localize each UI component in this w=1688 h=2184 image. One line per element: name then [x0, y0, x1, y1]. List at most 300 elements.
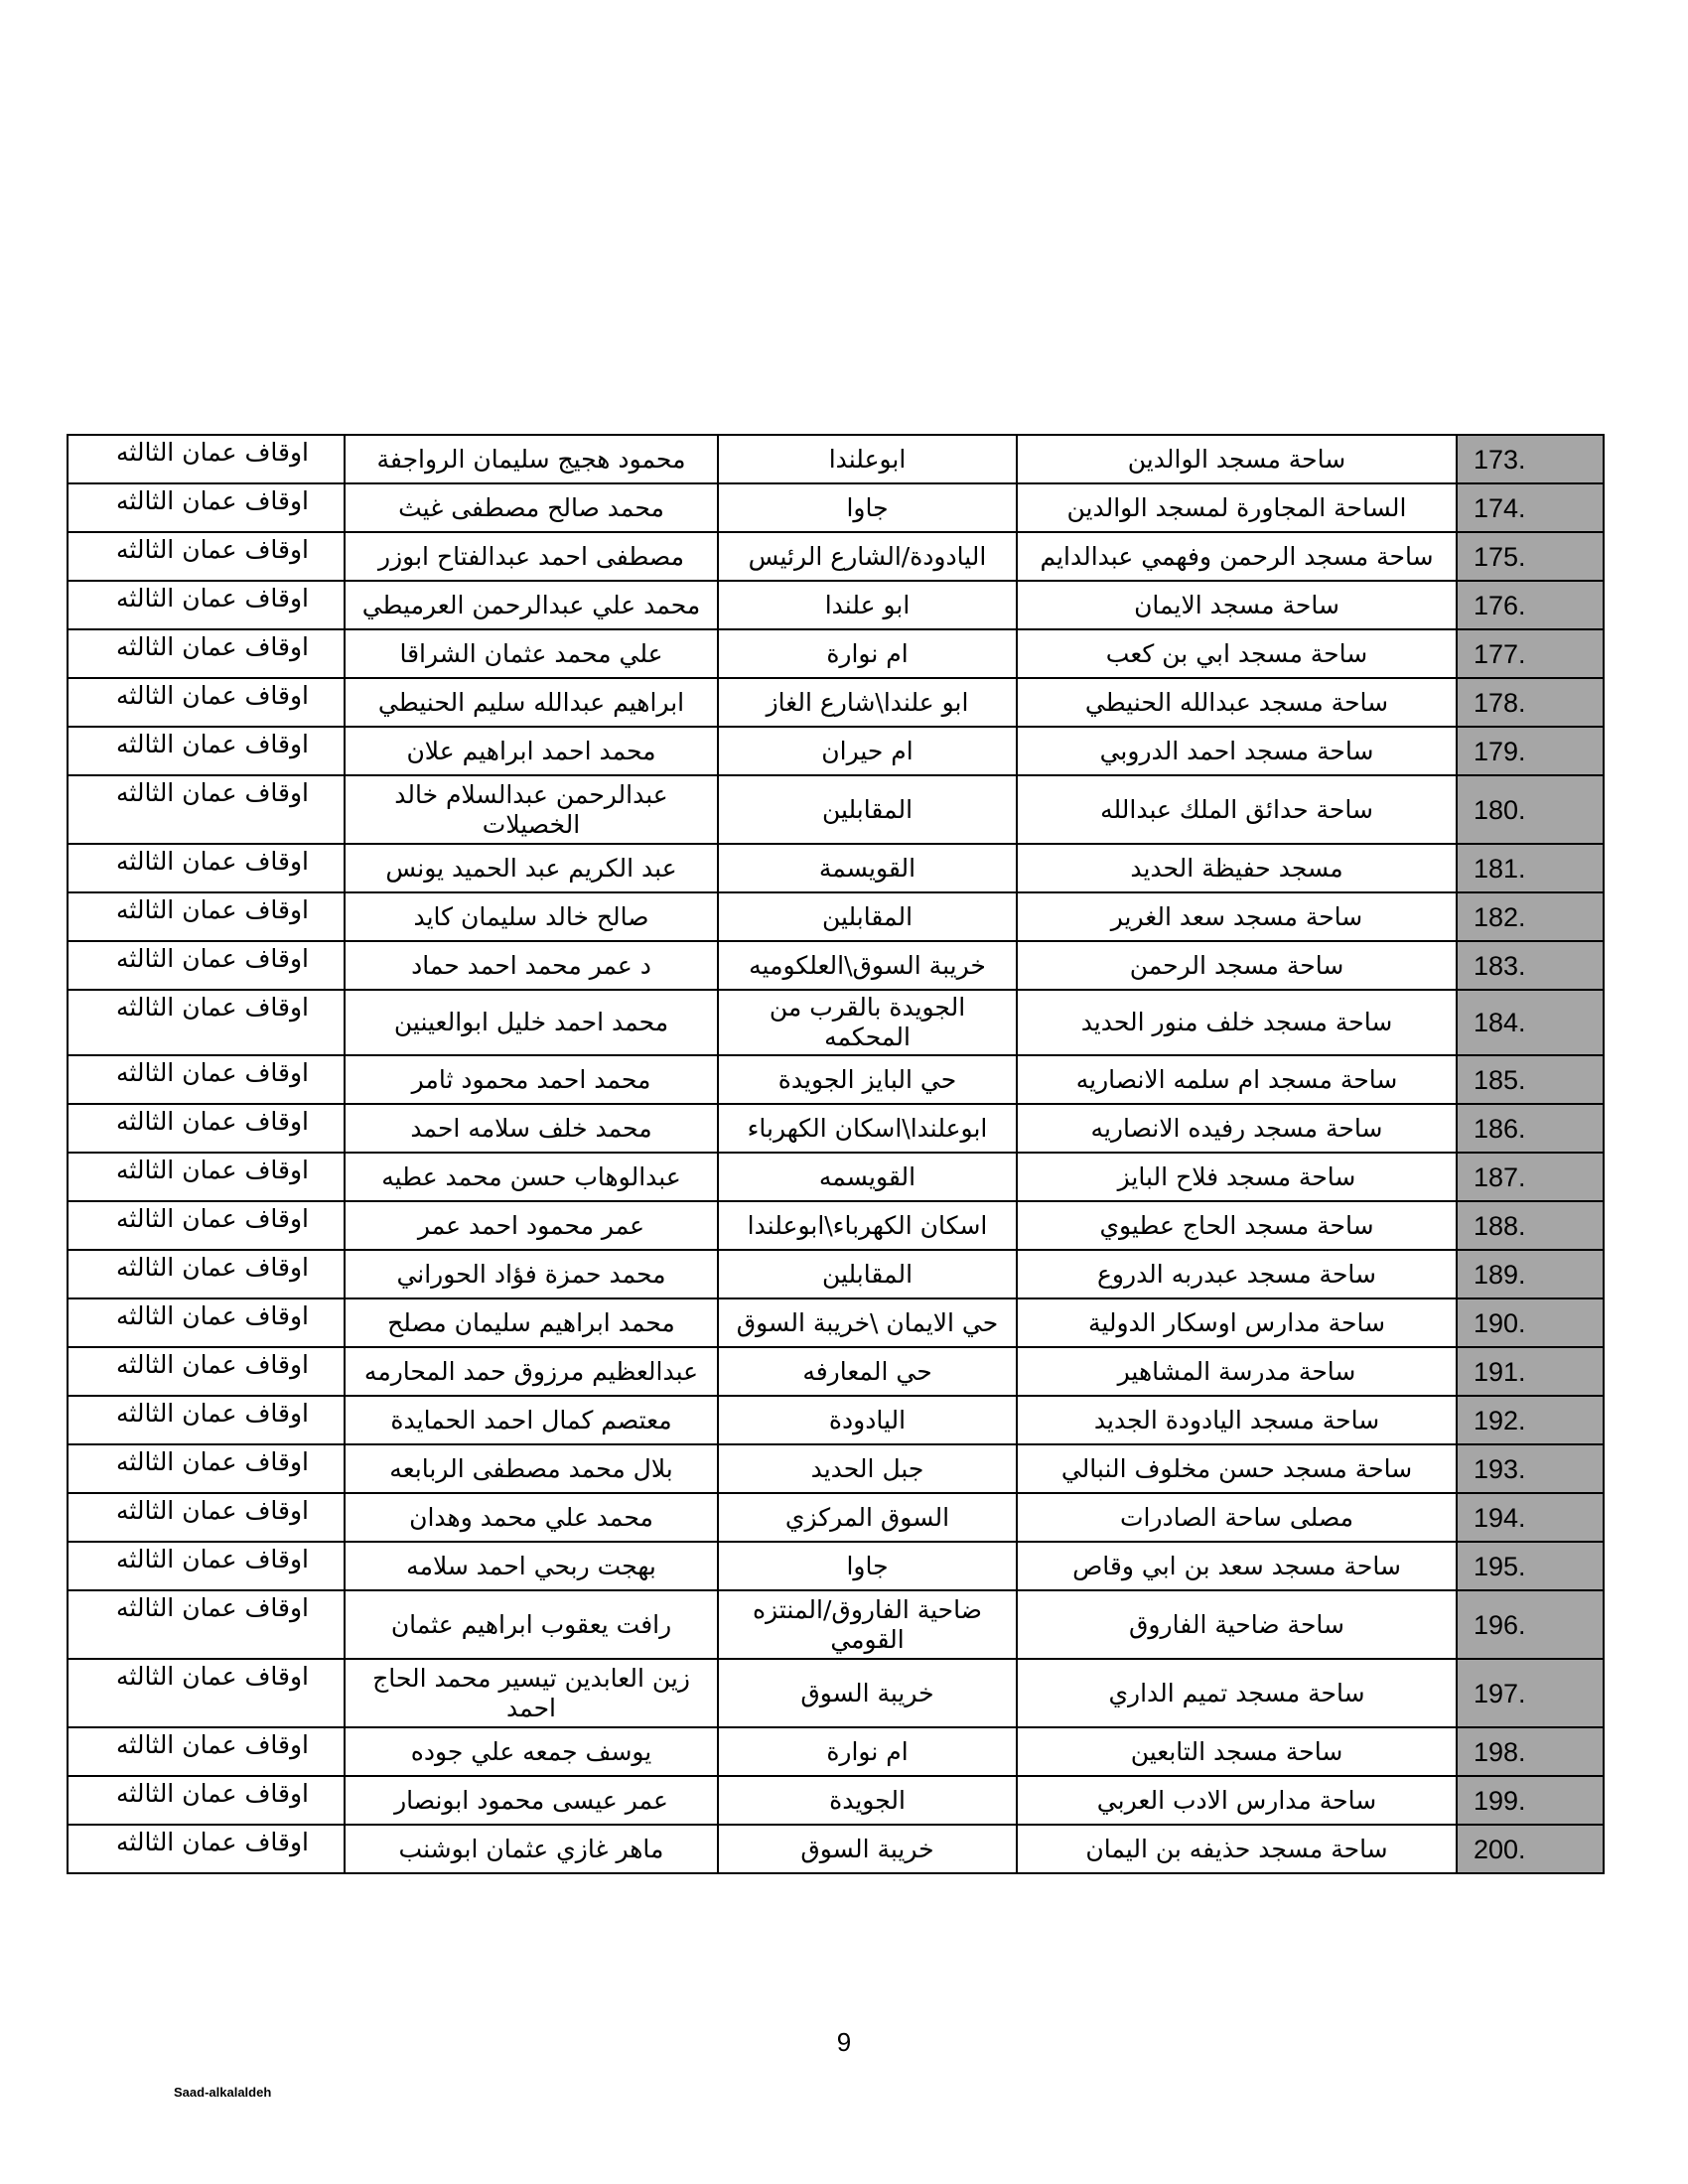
cell-authority-text: اوقاف عمان الثالثه — [115, 1593, 309, 1622]
cell-site — [1017, 1659, 1457, 1727]
table-row — [68, 483, 1604, 532]
cell-row-number-text: 198. — [1474, 1736, 1526, 1767]
cell-site-text: مصلى ساحة الصادرات — [1119, 1502, 1354, 1532]
cell-row-number-text: 177. — [1474, 638, 1526, 669]
cell-row-number-text: 189. — [1474, 1259, 1526, 1290]
cell-authority-text: اوقاف عمان الثالثه — [115, 486, 309, 515]
cell-authority — [68, 483, 345, 532]
cell-site-text: ساحة مسجد خلف منور الحديد — [1080, 1008, 1393, 1036]
cell-area — [718, 1776, 1017, 1825]
cell-responsible-name-text: صالح خالد سليمان كايد — [413, 901, 649, 931]
cell-area — [718, 1201, 1017, 1250]
cell-responsible-name — [345, 1201, 718, 1250]
cell-row-number — [1457, 1055, 1604, 1104]
cell-row-number — [1457, 483, 1604, 532]
cell-site-text: الساحة المجاورة لمسجد الوالدين — [1066, 492, 1407, 522]
table-row — [68, 727, 1604, 775]
cell-authority-text: اوقاف عمان الثالثه — [115, 993, 309, 1022]
cell-authority — [68, 1201, 345, 1250]
cell-row-number-text: 186. — [1474, 1113, 1526, 1144]
cell-row-number — [1457, 1153, 1604, 1201]
table-row — [68, 1776, 1604, 1825]
cell-row-number-text: 184. — [1474, 1008, 1526, 1037]
cell-area — [718, 941, 1017, 990]
cell-row-number-text: 195. — [1474, 1551, 1526, 1581]
cell-site — [1017, 775, 1457, 844]
cell-authority-text: اوقاف عمان الثالثه — [115, 1350, 309, 1379]
cell-site-text: ساحة مسجد الرحمن — [1129, 950, 1344, 980]
cell-row-number — [1457, 1659, 1604, 1727]
cell-row-number — [1457, 1201, 1604, 1250]
cell-area-text: خريبة السوق\العلكوميه — [749, 950, 986, 980]
cell-site — [1017, 1493, 1457, 1542]
cell-authority — [68, 1396, 345, 1444]
cell-site-text: ساحة مسجد ام سلمه الانصاريه — [1075, 1064, 1398, 1094]
cell-responsible-name — [345, 775, 718, 844]
prayer-sites-table — [67, 434, 1605, 1874]
cell-row-number-text: 199. — [1474, 1785, 1526, 1816]
cell-area-text: الجويدة — [829, 1785, 906, 1815]
cell-authority-text: اوقاف عمان الثالثه — [115, 1253, 309, 1282]
cell-area-text: جاوا — [846, 1551, 889, 1580]
cell-site-text: ساحة مسجد سعد بن ابي وقاص — [1072, 1551, 1401, 1580]
cell-row-number-text: 182. — [1474, 901, 1526, 932]
cell-responsible-name — [345, 1347, 718, 1396]
cell-row-number — [1457, 1250, 1604, 1298]
cell-row-number — [1457, 1776, 1604, 1825]
cell-responsible-name — [345, 1396, 718, 1444]
table-row — [68, 1493, 1604, 1542]
cell-site — [1017, 1347, 1457, 1396]
cell-area-text: السوق المركزي — [784, 1502, 950, 1532]
cell-responsible-name — [345, 435, 718, 483]
cell-responsible-name-text: بهجت ربحي احمد سلامه — [406, 1551, 656, 1580]
table-row — [68, 1347, 1604, 1396]
cell-row-number — [1457, 1542, 1604, 1590]
cell-authority — [68, 629, 345, 678]
page-number: 9 — [836, 2027, 852, 2057]
cell-authority — [68, 1104, 345, 1153]
cell-row-number-text: 190. — [1474, 1307, 1526, 1338]
cell-site — [1017, 1396, 1457, 1444]
cell-site — [1017, 1776, 1457, 1825]
cell-row-number — [1457, 1298, 1604, 1347]
cell-authority — [68, 1590, 345, 1659]
cell-area — [718, 844, 1017, 892]
cell-row-number — [1457, 727, 1604, 775]
cell-row-number-text: 178. — [1474, 687, 1526, 718]
cell-responsible-name — [345, 844, 718, 892]
cell-responsible-name-text: معتصم كمال احمد الحمايدة — [390, 1405, 672, 1434]
cell-responsible-name — [345, 727, 718, 775]
cell-site-text: ساحة مسجد اليادودة الجديد — [1093, 1405, 1380, 1434]
cell-authority-text: اوقاف عمان الثالثه — [115, 944, 309, 973]
cell-authority-text: اوقاف عمان الثالثه — [115, 1828, 309, 1856]
footer-author: Saad-alkalaldeh — [174, 2085, 272, 2100]
cell-responsible-name — [345, 990, 718, 1055]
cell-responsible-name-text: بلال محمد مصطفى الربابعه — [389, 1453, 673, 1483]
cell-responsible-name — [345, 1104, 718, 1153]
cell-site — [1017, 1153, 1457, 1201]
cell-site-text: ساحة مسجد عبدربه الدروع — [1097, 1259, 1376, 1289]
cell-area-text: حي المعارفه — [802, 1356, 932, 1386]
cell-authority — [68, 1250, 345, 1298]
cell-row-number — [1457, 892, 1604, 941]
cell-authority — [68, 1055, 345, 1104]
cell-area — [718, 1298, 1017, 1347]
table-row — [68, 990, 1604, 1055]
cell-site-text: ساحة مدرسة المشاهير — [1117, 1356, 1356, 1386]
cell-area-text: اليادودة/الشارع الرئيس — [748, 541, 987, 571]
cell-area-text: حي البايز الجويدة — [777, 1064, 957, 1094]
cell-row-number-text: 179. — [1474, 736, 1526, 766]
table-row — [68, 629, 1604, 678]
cell-row-number-text: 175. — [1474, 541, 1526, 572]
cell-area-text: ام نوارة — [826, 638, 909, 668]
cell-authority-text: اوقاف عمان الثالثه — [115, 1204, 309, 1233]
cell-responsible-name-text: عمر محمود احمد عمر — [417, 1210, 645, 1240]
cell-area — [718, 1590, 1017, 1659]
cell-authority — [68, 678, 345, 727]
cell-site-text: ساحة مسجد ابي بن كعب — [1105, 638, 1368, 668]
table-row — [68, 1201, 1604, 1250]
cell-area-text: المقابلين — [821, 901, 914, 931]
cell-responsible-name-text: ماهر غازي عثمان ابوشنب — [398, 1834, 664, 1863]
cell-authority — [68, 1153, 345, 1201]
table-row — [68, 1590, 1604, 1659]
cell-area-text: ضاحية الفاروق/المنتزه القومي — [753, 1594, 982, 1654]
cell-responsible-name — [345, 629, 718, 678]
cell-row-number — [1457, 1347, 1604, 1396]
cell-authority — [68, 435, 345, 483]
cell-site — [1017, 532, 1457, 581]
cell-row-number-text: 191. — [1474, 1356, 1526, 1387]
cell-authority — [68, 1444, 345, 1493]
cell-authority — [68, 941, 345, 990]
cell-authority-text: اوقاف عمان الثالثه — [115, 535, 309, 564]
cell-row-number — [1457, 629, 1604, 678]
table-row — [68, 532, 1604, 581]
table-row — [68, 1104, 1604, 1153]
cell-site-text: ساحة مسجد تميم الداري — [1108, 1678, 1365, 1707]
cell-row-number-text: 181. — [1474, 853, 1526, 884]
cell-authority-text: اوقاف عمان الثالثه — [115, 632, 309, 661]
cell-authority — [68, 844, 345, 892]
cell-area — [718, 532, 1017, 581]
table-row — [68, 892, 1604, 941]
cell-area-text: ام حيران — [821, 736, 914, 765]
cell-row-number-text: 180. — [1474, 794, 1526, 825]
cell-area-text: المقابلين — [821, 794, 914, 824]
cell-responsible-name — [345, 1590, 718, 1659]
table-row — [68, 581, 1604, 629]
cell-row-number — [1457, 941, 1604, 990]
cell-authority-text: اوقاف عمان الثالثه — [115, 1107, 309, 1136]
cell-responsible-name-text: محمد علي عبدالرحمن العرميطي — [361, 590, 701, 619]
cell-responsible-name-text: محمد احمد محمود ثامر — [411, 1064, 651, 1094]
cell-authority-text: اوقاف عمان الثالثه — [115, 1447, 309, 1476]
cell-responsible-name — [345, 1055, 718, 1104]
table-row — [68, 435, 1604, 483]
cell-row-number-text: 194. — [1474, 1502, 1526, 1533]
cell-site-text: ساحة حدائق الملك عبدالله — [1100, 794, 1373, 824]
cell-site — [1017, 1250, 1457, 1298]
table-row — [68, 1055, 1604, 1104]
table-row — [68, 1542, 1604, 1590]
cell-responsible-name — [345, 1825, 718, 1873]
cell-authority-text: اوقاف عمان الثالثه — [115, 1156, 309, 1184]
cell-site — [1017, 1055, 1457, 1104]
table-row — [68, 941, 1604, 990]
cell-row-number — [1457, 532, 1604, 581]
cell-row-number — [1457, 1104, 1604, 1153]
cell-row-number — [1457, 1396, 1604, 1444]
cell-area-text: ابوعلندا\اسكان الكهرباء — [747, 1113, 988, 1143]
cell-area — [718, 1104, 1017, 1153]
cell-site — [1017, 1542, 1457, 1590]
cell-site-text: ساحة مسجد حسن مخلوف النبالي — [1060, 1453, 1413, 1483]
cell-row-number-text: 192. — [1474, 1405, 1526, 1435]
cell-authority-text: اوقاف عمان الثالثه — [115, 1496, 309, 1525]
cell-site-text: ساحة ضاحية الفاروق — [1129, 1609, 1344, 1639]
cell-authority — [68, 775, 345, 844]
cell-area — [718, 1659, 1017, 1727]
cell-area — [718, 727, 1017, 775]
cell-responsible-name-text: رافت يعقوب ابراهيم عثمان — [390, 1609, 672, 1639]
cell-site — [1017, 892, 1457, 941]
cell-area-text: ابو علندا — [824, 590, 911, 619]
cell-authority — [68, 1825, 345, 1873]
cell-site-text: ساحة مسجد الوالدين — [1127, 444, 1346, 474]
cell-responsible-name-text: محمد احمد ابراهيم علان — [406, 736, 656, 765]
cell-row-number-text: 200. — [1474, 1834, 1526, 1864]
cell-responsible-name-text: محمد علي محمد وهدان — [409, 1502, 653, 1532]
cell-area-text: حي الايمان \خريبة السوق — [736, 1307, 999, 1337]
cell-area — [718, 483, 1017, 532]
cell-responsible-name — [345, 1493, 718, 1542]
cell-authority-text: اوقاف عمان الثالثه — [115, 847, 309, 876]
cell-site — [1017, 1298, 1457, 1347]
cell-area — [718, 1542, 1017, 1590]
cell-authority-text: اوقاف عمان الثالثه — [115, 895, 309, 924]
cell-area — [718, 990, 1017, 1055]
cell-authority-text: اوقاف عمان الثالثه — [115, 1399, 309, 1428]
cell-area-text: ام نوارة — [826, 1736, 909, 1766]
cell-responsible-name — [345, 1727, 718, 1776]
cell-row-number-text: 193. — [1474, 1453, 1526, 1484]
cell-authority — [68, 1347, 345, 1396]
cell-area — [718, 1055, 1017, 1104]
cell-area-text: ابوعلندا — [828, 444, 907, 474]
table-row — [68, 775, 1604, 844]
cell-row-number — [1457, 1444, 1604, 1493]
cell-area — [718, 892, 1017, 941]
cell-area-text: اسكان الكهرباء\ابوعلندا — [747, 1210, 988, 1240]
cell-row-number-text: 183. — [1474, 950, 1526, 981]
cell-area — [718, 775, 1017, 844]
cell-area — [718, 1444, 1017, 1493]
cell-responsible-name — [345, 678, 718, 727]
cell-area — [718, 435, 1017, 483]
cell-site — [1017, 1825, 1457, 1873]
cell-area — [718, 1153, 1017, 1201]
cell-site — [1017, 727, 1457, 775]
cell-authority-text: اوقاف عمان الثالثه — [115, 1058, 309, 1087]
table-row — [68, 678, 1604, 727]
cell-site — [1017, 1727, 1457, 1776]
cell-site — [1017, 1590, 1457, 1659]
cell-site-text: ساحة مسجد التابعين — [1130, 1736, 1343, 1766]
cell-authority-text: اوقاف عمان الثالثه — [115, 730, 309, 758]
cell-site — [1017, 990, 1457, 1055]
cell-responsible-name — [345, 581, 718, 629]
cell-responsible-name — [345, 483, 718, 532]
table-body — [68, 435, 1604, 1873]
cell-area-text: خريبة السوق — [800, 1834, 934, 1863]
cell-site-text: مسجد حفيظة الحديد — [1130, 853, 1343, 883]
cell-responsible-name — [345, 1153, 718, 1201]
cell-site-text: ساحة مسجد فلاح البايز — [1117, 1161, 1356, 1191]
cell-responsible-name-text: عمر عيسى محمود ابونصار — [394, 1785, 668, 1815]
cell-responsible-name-text: محمود هجيج سليمان الرواجفة — [376, 444, 686, 474]
cell-area-text: اليادودة — [828, 1405, 907, 1434]
cell-responsible-name — [345, 1776, 718, 1825]
cell-area — [718, 629, 1017, 678]
cell-site-text: ساحة مسجد الحاج عطيوي — [1099, 1210, 1374, 1240]
cell-row-number — [1457, 1590, 1604, 1659]
table-row — [68, 1298, 1604, 1347]
cell-area — [718, 1493, 1017, 1542]
cell-authority — [68, 727, 345, 775]
cell-row-number — [1457, 844, 1604, 892]
cell-authority — [68, 581, 345, 629]
cell-responsible-name-text: محمد ابراهيم سليمان مصلح — [387, 1307, 675, 1337]
cell-responsible-name-text: محمد صالح مصطفى غيث — [398, 492, 664, 522]
cell-authority-text: اوقاف عمان الثالثه — [115, 681, 309, 710]
cell-area-text: القويسمه — [818, 1161, 916, 1191]
cell-responsible-name-text: عبد الكريم عبد الحميد يونس — [385, 853, 677, 883]
cell-authority — [68, 1542, 345, 1590]
cell-row-number — [1457, 1493, 1604, 1542]
cell-row-number-text: 187. — [1474, 1161, 1526, 1192]
document-table-container — [67, 434, 1560, 1874]
cell-row-number-text: 176. — [1474, 590, 1526, 620]
cell-area — [718, 1825, 1017, 1873]
cell-site — [1017, 629, 1457, 678]
cell-site — [1017, 483, 1457, 532]
cell-responsible-name-text: ابراهيم عبدالله سليم الحنيطي — [377, 687, 685, 717]
cell-area — [718, 678, 1017, 727]
cell-area-text: خريبة السوق — [800, 1678, 934, 1707]
cell-area — [718, 1250, 1017, 1298]
cell-site-text: ساحة مسجد سعد الغرير — [1110, 901, 1363, 931]
cell-responsible-name-text: علي محمد عثمان الشراقا — [399, 638, 663, 668]
cell-responsible-name — [345, 1250, 718, 1298]
cell-responsible-name — [345, 1659, 718, 1727]
cell-row-number — [1457, 678, 1604, 727]
cell-responsible-name-text: د عمر محمد احمد حماد — [411, 950, 651, 980]
cell-row-number — [1457, 581, 1604, 629]
cell-area — [718, 1396, 1017, 1444]
cell-area-text: الجويدة بالقرب من المحكمه — [769, 993, 966, 1051]
table-row — [68, 1250, 1604, 1298]
table-row — [68, 1444, 1604, 1493]
cell-site — [1017, 1201, 1457, 1250]
cell-site-text: ساحة مسجد رفيده الانصاريه — [1090, 1113, 1383, 1143]
cell-area-text: جاوا — [846, 492, 889, 522]
cell-area-text: المقابلين — [821, 1259, 914, 1289]
cell-site-text: ساحة مسجد عبدالله الحنيطي — [1084, 687, 1389, 717]
cell-authority — [68, 1776, 345, 1825]
cell-responsible-name — [345, 532, 718, 581]
cell-responsible-name-text: عبدالرحمن عبدالسلام خالد الخصيلات — [394, 779, 668, 839]
cell-authority — [68, 1659, 345, 1727]
cell-row-number-text: 196. — [1474, 1609, 1526, 1640]
cell-responsible-name — [345, 941, 718, 990]
cell-area — [718, 1727, 1017, 1776]
cell-responsible-name-text: يوسف جمعه علي جوده — [410, 1736, 652, 1766]
cell-responsible-name-text: محمد احمد خليل ابوالعينين — [393, 1008, 669, 1036]
cell-authority-text: اوقاف عمان الثالثه — [115, 438, 309, 467]
cell-authority-text: اوقاف عمان الثالثه — [115, 1730, 309, 1759]
table-row — [68, 1825, 1604, 1873]
cell-site-text: ساحة مسجد الرحمن وفهمي عبدالدايم — [1040, 541, 1434, 571]
cell-responsible-name-text: عبدالعظيم مرزوق حمد المحارمه — [363, 1356, 699, 1386]
cell-responsible-name — [345, 1444, 718, 1493]
cell-authority — [68, 532, 345, 581]
cell-authority-text: اوقاف عمان الثالثه — [115, 1545, 309, 1573]
table-row — [68, 1727, 1604, 1776]
cell-row-number — [1457, 435, 1604, 483]
cell-responsible-name-text: مصطفى احمد عبدالفتاح ابوزر — [378, 541, 684, 571]
cell-responsible-name-text: محمد حمزة فؤاد الحوراني — [396, 1259, 666, 1289]
cell-area — [718, 1347, 1017, 1396]
cell-authority-text: اوقاف عمان الثالثه — [115, 778, 309, 807]
cell-site — [1017, 1444, 1457, 1493]
cell-responsible-name-text: عبدالوهاب حسن محمد عطيه — [381, 1161, 681, 1191]
cell-authority-text: اوقاف عمان الثالثه — [115, 1662, 309, 1691]
cell-responsible-name — [345, 1542, 718, 1590]
cell-authority-text: اوقاف عمان الثالثه — [115, 1779, 309, 1808]
cell-row-number-text: 197. — [1474, 1678, 1526, 1708]
cell-site — [1017, 678, 1457, 727]
cell-row-number — [1457, 1825, 1604, 1873]
cell-site-text: ساحة مدارس اوسكار الدولية — [1087, 1307, 1386, 1337]
cell-authority — [68, 1493, 345, 1542]
cell-row-number — [1457, 775, 1604, 844]
table-row — [68, 1659, 1604, 1727]
cell-authority — [68, 1727, 345, 1776]
cell-row-number — [1457, 990, 1604, 1055]
cell-area-text: القويسمة — [818, 853, 916, 883]
cell-authority — [68, 1298, 345, 1347]
cell-site — [1017, 581, 1457, 629]
cell-site-text: ساحة مسجد الايمان — [1134, 590, 1339, 619]
cell-site-text: ساحة مسجد حذيفه بن اليمان — [1085, 1834, 1388, 1863]
cell-site — [1017, 435, 1457, 483]
cell-row-number-text: 173. — [1474, 444, 1526, 475]
cell-responsible-name — [345, 892, 718, 941]
cell-site — [1017, 1104, 1457, 1153]
cell-row-number-text: 185. — [1474, 1064, 1526, 1095]
cell-authority-text: اوقاف عمان الثالثه — [115, 584, 309, 613]
cell-responsible-name — [345, 1298, 718, 1347]
cell-row-number — [1457, 1727, 1604, 1776]
cell-area-text: جبل الحديد — [810, 1453, 924, 1483]
table-row — [68, 1396, 1604, 1444]
cell-area-text: ابو علندا\شارع الغاز — [766, 687, 969, 717]
cell-row-number-text: 188. — [1474, 1210, 1526, 1241]
